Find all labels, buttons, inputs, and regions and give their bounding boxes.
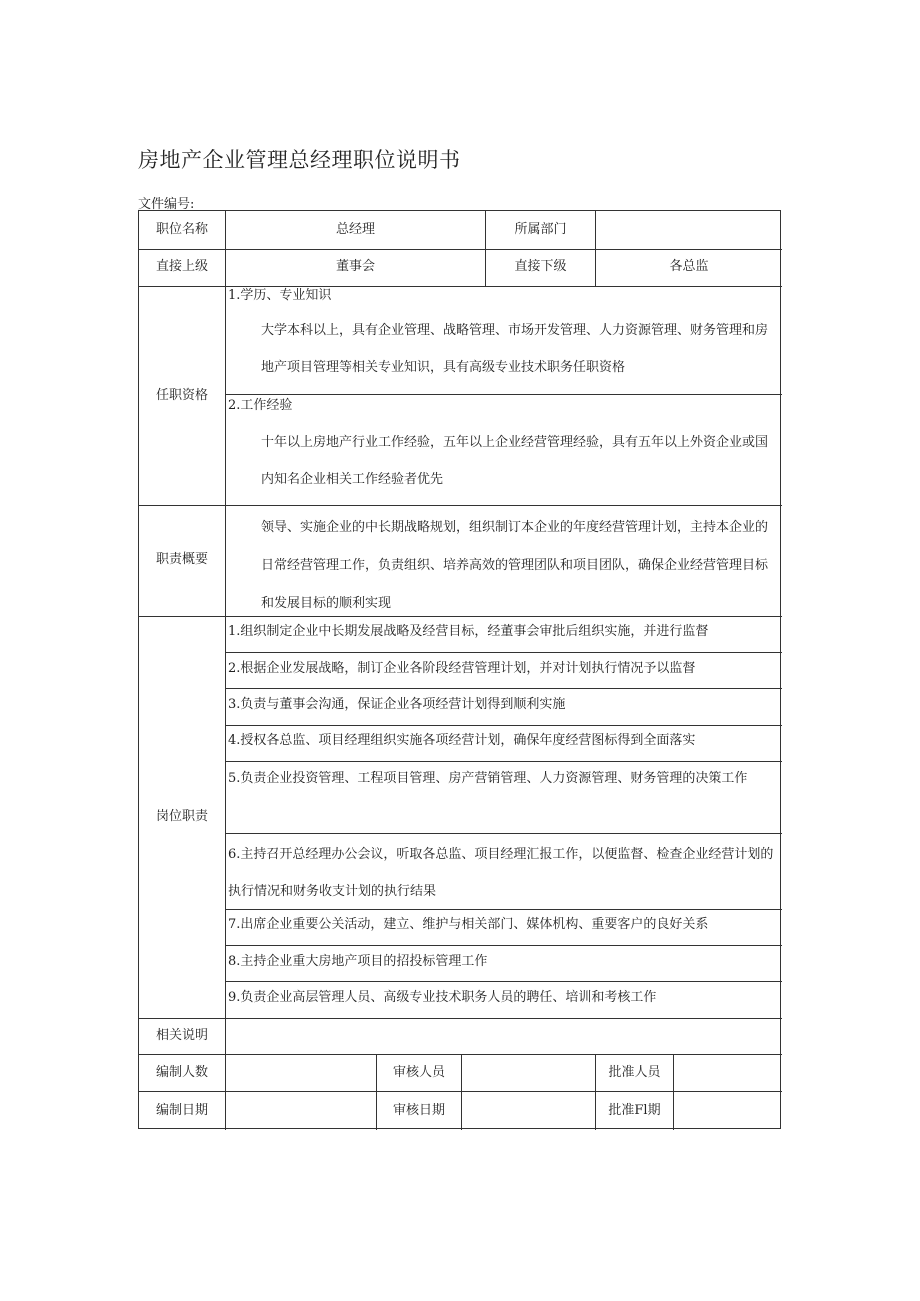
duty-item: 8.主持企业重大房地产项目的招投标管理工作 — [228, 954, 488, 969]
row-divider — [139, 249, 782, 250]
row-divider — [226, 981, 782, 982]
prepared-date-label: 编制日期 — [155, 1103, 208, 1118]
summary-text — [228, 509, 778, 623]
education-text — [228, 312, 778, 386]
duty-item: 7.出席企业重要公关活动，建立、维护与相关部门、媒体机构、重要客户的良好关系 — [228, 917, 709, 932]
education-paragraph: 大学本科以上，具有企业管理、战略管理、市场开发管理、人力资源管理、财务管理和房地产项目管理等相关专业知识，具有高级专业技术职务任职资格 — [261, 323, 769, 375]
col-divider — [673, 1054, 674, 1130]
job-title-value: 总经理 — [335, 222, 375, 237]
row-divider — [139, 505, 782, 506]
experience-paragraph: 十年以上房地产行业工作经验，五年以上企业经营管理经验，具有五年以上外资企业或国内知名企业相关工作经验者优先 — [261, 435, 769, 487]
superior-value: 董事会 — [335, 259, 375, 274]
row-divider — [226, 652, 782, 653]
col-divider — [461, 1054, 462, 1130]
subordinate-label: 直接下级 — [514, 259, 567, 274]
notes-label: 相关说明 — [155, 1028, 208, 1043]
row-divider — [226, 945, 782, 946]
approved-date-label: 批准Fl期 — [608, 1103, 661, 1118]
qualifications-label: 任职资格 — [155, 388, 208, 403]
approved-by-label: 批准人员 — [608, 1065, 661, 1080]
doc-number-label: 文件编号: — [138, 197, 195, 212]
duty-item: 3.负责与董事会沟通，保证企业各项经营计划得到顺利实施 — [228, 697, 566, 712]
row-divider — [226, 688, 782, 689]
duty-item: 5.负责企业投资管理、工程项目管理、房产营销管理、人力资源管理、财务管理的决策工作 — [228, 771, 748, 786]
prepared-by-label: 编制人数 — [155, 1065, 208, 1080]
page-title: 房地产企业管理总经理职位说明书 — [138, 148, 461, 172]
job-title-label: 职位名称 — [155, 222, 208, 237]
row-divider — [139, 1018, 782, 1019]
department-label: 所属部门 — [514, 222, 567, 237]
experience-heading: 2.工作经验 — [228, 398, 293, 413]
reviewed-by-label: 审核人员 — [392, 1065, 445, 1080]
duty-item: 6.主持召开总经理办公会议，听取各总监、项目经理汇报工作，以便监督、检查企业经营计划的执行情况和财务收支计划的执行结果 — [228, 847, 774, 899]
education-heading: 1.学历、专业知识 — [228, 288, 332, 303]
duty-item: 1.组织制定企业中长期发展战略及经营目标，经董事会审批后组织实施，并进行监督 — [228, 624, 709, 639]
superior-label: 直接上级 — [155, 259, 208, 274]
col-divider — [225, 211, 226, 1130]
subordinate-value: 各总监 — [669, 259, 709, 274]
experience-text — [228, 424, 778, 498]
reviewed-date-label: 审核日期 — [392, 1103, 445, 1118]
row-divider — [226, 833, 782, 834]
duties-label: 岗位职责 — [155, 809, 208, 824]
row-divider — [226, 725, 782, 726]
summary-label: 职责概要 — [155, 552, 208, 567]
summary-paragraph: 领导、实施企业的中长期战略规划，组织制订本企业的年度经营管理计划，主持本企业的日常经营管理工作，负责组织、培养高效的管理团队和项目团队，确保企业经营管理目标和发展目标的顺利实现 — [261, 520, 769, 611]
duty-item: 2.根据企业发展战略，制订企业各阶段经营管理计划，并对计划执行情况予以监督 — [228, 661, 696, 676]
duty-item: 9.负责企业高层管理人员、高级专业技术职务人员的聘任、培训和考核工作 — [228, 990, 657, 1005]
duty-item: 4.授权各总监、项目经理组织实施各项经营计划，确保年度经营图标得到全面落实 — [228, 733, 696, 748]
row-divider — [226, 394, 782, 395]
